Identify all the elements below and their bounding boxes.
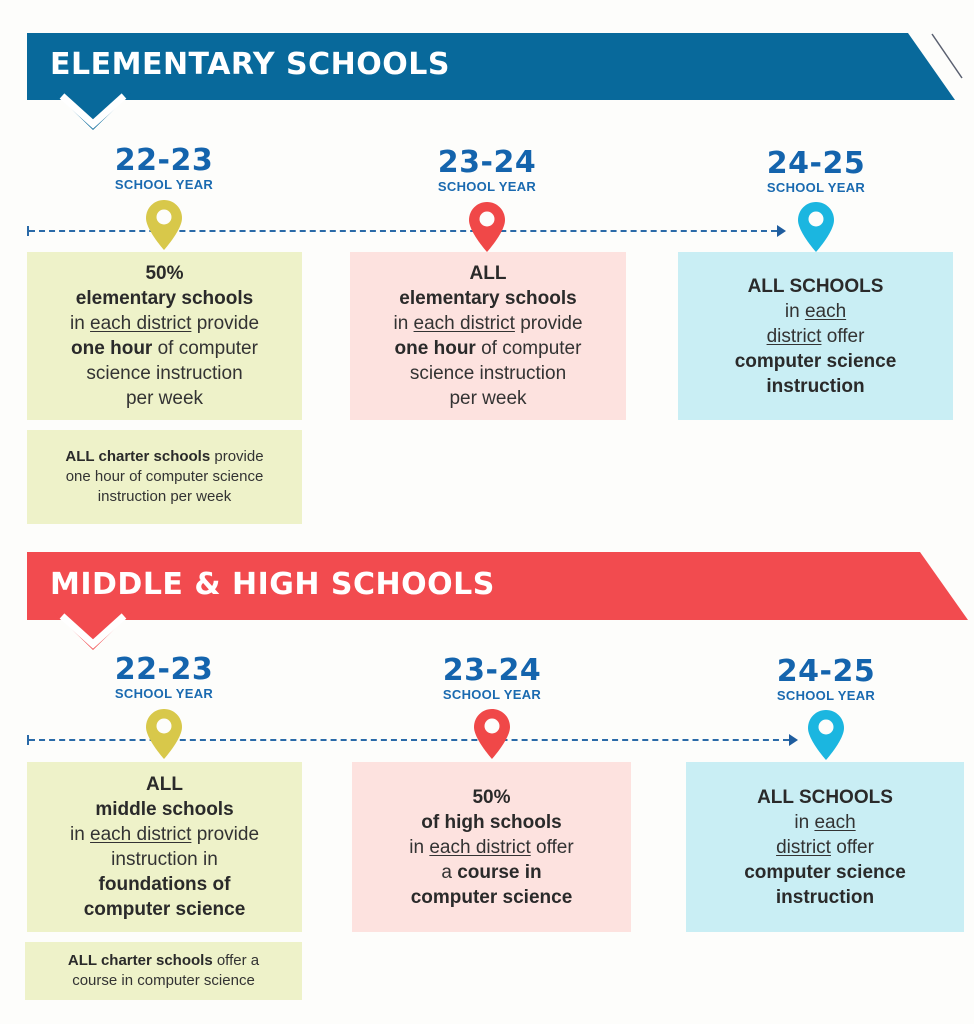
map-pin-icon <box>474 709 510 759</box>
arrow-right-icon <box>777 225 786 237</box>
card-text-line: computer science <box>410 886 573 908</box>
card-text-line: foundations of <box>98 874 231 895</box>
card-text-line: per week <box>125 388 204 409</box>
card-text-line: instruction <box>775 886 875 908</box>
milestone-card <box>350 252 626 420</box>
map-pin-icon <box>469 202 505 252</box>
card-text-line: science instruction <box>86 363 243 384</box>
card-text-line: in each district offer <box>409 836 574 858</box>
year-24-25: 24-25 SCHOOL YEAR <box>776 654 876 703</box>
card-text-line: 50% <box>145 263 184 284</box>
timeline-line <box>29 739 789 741</box>
card-text-line: science instruction <box>409 363 567 384</box>
card-text-line: 50% <box>472 786 511 808</box>
card-text-line: instruction per week <box>97 488 232 505</box>
card-text-line: per week <box>449 388 527 409</box>
year-24-25: 24-25 SCHOOL YEAR <box>766 146 866 195</box>
card-text-line: in each <box>794 811 856 833</box>
card-text-line: computer science <box>734 350 897 372</box>
card-text-line: instruction in <box>111 849 218 870</box>
milestone-card <box>678 252 953 420</box>
card-text-line: a course in <box>441 861 542 883</box>
card-text-line: ALL SCHOOLS <box>747 275 884 297</box>
milestone-card <box>27 252 302 420</box>
charter-note <box>27 430 302 524</box>
map-pin-icon <box>146 709 182 759</box>
card-text-line: one hour of computer science <box>65 468 264 485</box>
card-text-line: ALL <box>469 263 507 284</box>
card-text-line: district offer <box>766 325 865 347</box>
arrow-right-icon <box>789 734 798 746</box>
card-text-line: computer science <box>83 899 246 920</box>
middle-high-title: MIDDLE & HIGH SCHOOLS <box>50 567 495 602</box>
map-pin-icon <box>808 710 844 760</box>
decorative-slash <box>932 34 962 78</box>
card-text-line: one hour of computer <box>71 338 258 359</box>
card-text-line: elementary schools <box>75 288 254 309</box>
year-23-24: 23-24 SCHOOL YEAR <box>442 653 542 702</box>
year-22-23: 22-23 SCHOOL YEAR <box>114 143 214 192</box>
milestone-card <box>686 762 964 932</box>
card-text-line: in each district provide <box>69 824 260 845</box>
card-text-line: elementary schools <box>399 288 577 309</box>
year-23-24: 23-24 SCHOOL YEAR <box>437 145 537 194</box>
card-text-line: middle schools <box>95 799 234 820</box>
milestone-card <box>352 762 631 932</box>
card-text-line: ALL charter schools offer a <box>67 952 260 969</box>
card-text-line: in each <box>784 300 847 322</box>
card-text-line: one hour of computer <box>394 338 582 359</box>
map-pin-icon <box>798 202 834 252</box>
map-pin-icon <box>146 200 182 250</box>
card-text-line: instruction <box>766 375 865 397</box>
card-text-line: ALL <box>146 774 183 795</box>
card-text-line: computer science <box>744 861 906 883</box>
year-22-23: 22-23 SCHOOL YEAR <box>114 652 214 701</box>
card-text-line: in each district provide <box>69 313 260 334</box>
card-text-line: course in computer science <box>72 972 255 989</box>
timeline-line <box>29 230 777 232</box>
card-text-line: district offer <box>776 836 874 858</box>
card-text-line: ALL charter schools provide <box>65 448 264 465</box>
card-text-line: of high schools <box>421 811 562 833</box>
elementary-title: ELEMENTARY SCHOOLS <box>50 47 450 82</box>
charter-note <box>25 942 302 1000</box>
milestone-card <box>27 762 302 932</box>
card-text-line: ALL SCHOOLS <box>757 786 893 808</box>
card-text-line: in each district provide <box>393 313 583 334</box>
